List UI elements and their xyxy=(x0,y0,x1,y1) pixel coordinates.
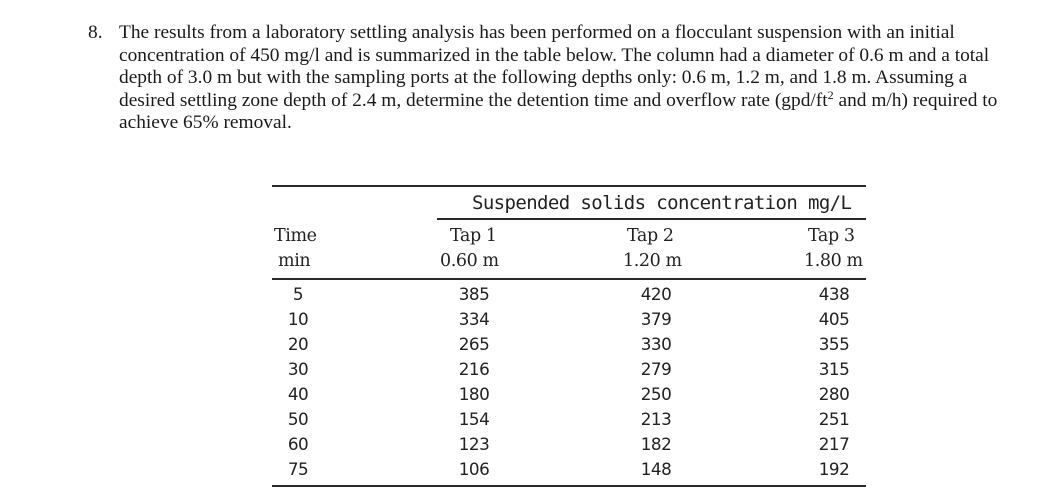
time-cell: 30 xyxy=(287,359,309,379)
problem-number: 8. xyxy=(88,22,103,43)
tap1-header-name: Tap 1 xyxy=(450,226,497,246)
tap2-header-depth: 1.20 m xyxy=(623,251,682,271)
tap2-cell: 420 xyxy=(640,284,672,304)
tap1-cell: 154 xyxy=(458,409,490,429)
tap2-cell: 379 xyxy=(640,309,672,329)
tap1-cell: 123 xyxy=(458,434,490,454)
time-cell: 10 xyxy=(287,309,309,329)
tap3-cell: 251 xyxy=(818,409,850,429)
tap1-cell: 216 xyxy=(458,359,490,379)
time-cell: 60 xyxy=(287,434,309,454)
tap2-cell: 250 xyxy=(640,384,672,404)
problem-text-superscript: 2 xyxy=(827,87,834,102)
tap2-cell: 148 xyxy=(640,459,672,479)
table-caption: Suspended solids concentration mg/L xyxy=(472,192,852,214)
problem-statement xyxy=(88,22,1008,135)
problem-text xyxy=(119,22,1008,135)
time-cell: 50 xyxy=(287,409,309,429)
table-bottom-rule xyxy=(272,485,866,487)
caption-underline xyxy=(437,218,866,220)
problem-text-main: The results from a laboratory settling analysis has been performed on a flocculant suspension with an initial concentration of 450 mg/l and is summarized in the table below. The column had a diameter of 0.6 m and a total depth of 3.0 m but with the sampling ports at the following depths only: 0.6 m, 1.2 m, and 1.8 m. Assuming a desired settling zone depth of 2.4 m, determine the detention time and overflow rate (gpd/ft xyxy=(119,22,990,111)
time-cell: 5 xyxy=(292,284,304,304)
tap3-cell: 192 xyxy=(818,459,850,479)
tap3-cell: 315 xyxy=(818,359,850,379)
tap3-cell: 355 xyxy=(818,334,850,354)
time-cell: 20 xyxy=(287,334,309,354)
settling-data-table xyxy=(272,185,866,485)
time-cell: 75 xyxy=(287,459,309,479)
tap3-header-depth: 1.80 m xyxy=(804,251,863,271)
tap3-header-name: Tap 3 xyxy=(808,226,855,246)
tap2-column xyxy=(636,282,676,482)
tap1-cell: 106 xyxy=(458,459,490,479)
time-header-line2: min xyxy=(278,251,311,271)
tap3-cell: 280 xyxy=(818,384,850,404)
tap2-cell: 279 xyxy=(640,359,672,379)
tap3-cell: 438 xyxy=(818,284,850,304)
tap2-cell: 330 xyxy=(640,334,672,354)
problem-text-end: and m/h) required to achieve 65% removal. xyxy=(119,89,998,133)
tap2-cell: 182 xyxy=(640,434,672,454)
tap3-cell: 217 xyxy=(818,434,850,454)
tap2-cell: 213 xyxy=(640,409,672,429)
time-cell: 40 xyxy=(287,384,309,404)
time-column xyxy=(278,282,318,482)
header-bottom-rule xyxy=(272,278,866,280)
tap3-column xyxy=(814,282,854,482)
table-top-rule xyxy=(272,185,866,187)
tap1-cell: 334 xyxy=(458,309,490,329)
tap1-cell: 180 xyxy=(458,384,490,404)
time-header-line1: Time xyxy=(274,226,317,246)
tap3-cell: 405 xyxy=(818,309,850,329)
tap1-column xyxy=(454,282,494,482)
tap2-header-name: Tap 2 xyxy=(627,226,674,246)
tap1-cell: 265 xyxy=(458,334,490,354)
tap1-header-depth: 0.60 m xyxy=(440,251,499,271)
tap1-cell: 385 xyxy=(458,284,490,304)
